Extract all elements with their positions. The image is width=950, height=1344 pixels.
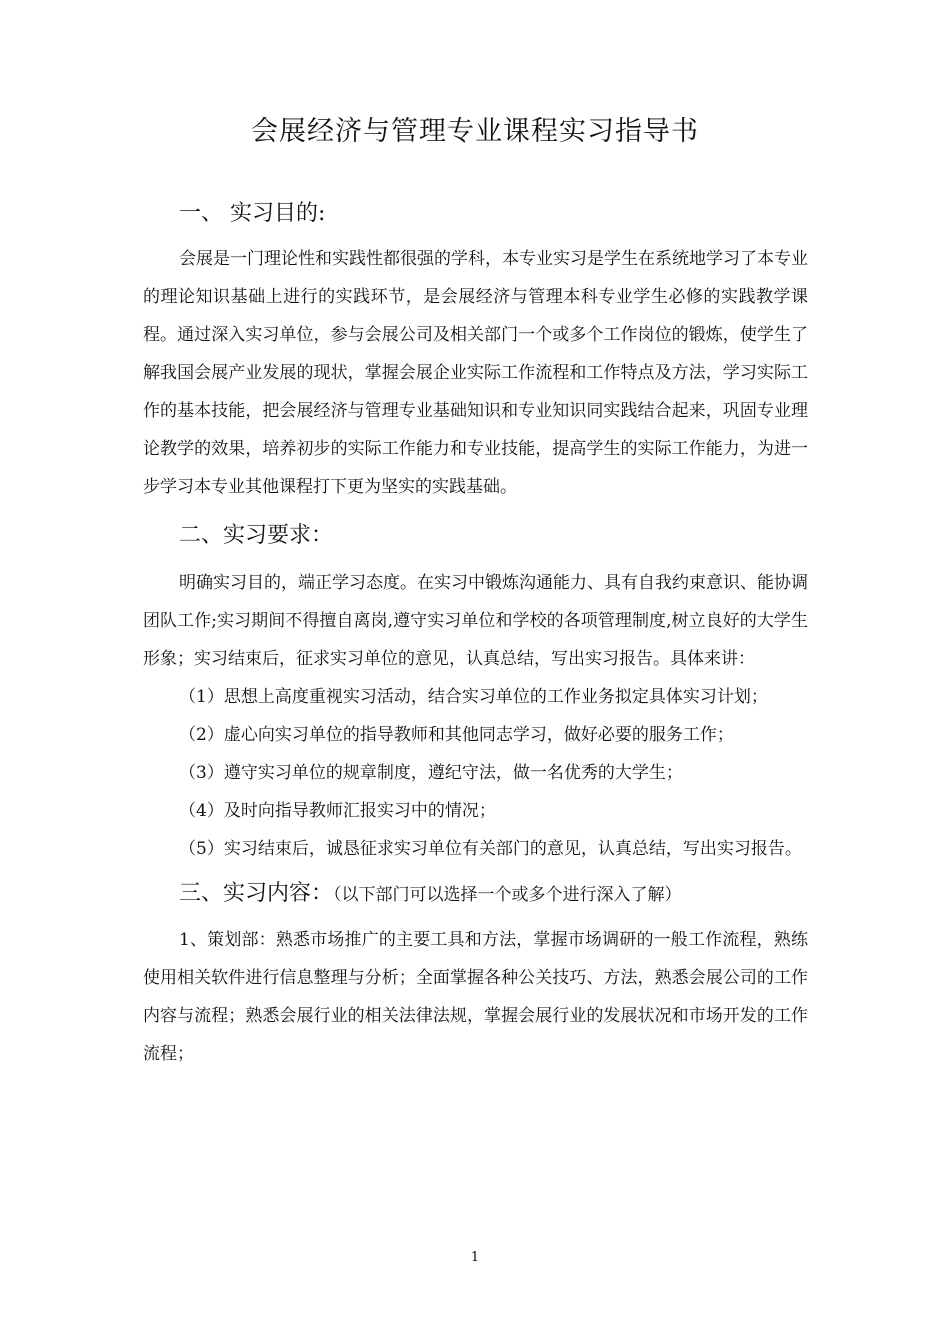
requirement-item: （4）及时向指导教师汇报实习中的情况； (179, 801, 496, 821)
purpose-paragraph: 会展是一门理论性和实践性都很强的学科，本专业实习是学生在系统地学习了本专业的理论知识基础上进行的实践环节，是会展经济与管理本科专业学生必修的实践教学课程。通过深入实习单位，参与会展公司及相关部门一个或多个工作岗位的锻炼，使学生了解我国会展产业发展的现状，掌握会展企业实际工作流程和工作特点及方法，学习实际工作的基本技能，把会展经济与管理专业基础知识和专业知识同实践结合起来，巩固专业理论教学的效果，培养初步的实际工作能力和专业技能，提高学生的实际工作能力，为进一步学习本专业其他课程打下更为坚实的实践基础。 (143, 249, 808, 497)
requirement-item: （1）思想上高度重视实习活动，结合实习单位的工作业务拟定具体实习计划； (179, 687, 768, 707)
document-body (143, 192, 808, 1073)
section-heading-content (143, 872, 808, 917)
section-heading-requirements: 二、实习要求： (179, 523, 334, 548)
content-item-planning: 1、策划部：熟悉市场推广的主要工具和方法，掌握市场调研的一般工作流程，熟练使用相关软件进行信息整理与分析；全面掌握各种公关技巧、方法，熟悉会展公司的工作内容与流程；熟悉会展行业的相关法律法规，掌握会展行业的发展状况和市场开发的工作流程； (143, 930, 808, 1064)
section-heading-content-label: 三、实习内容： (179, 881, 334, 906)
requirement-item: （5）实习结束后，诚恳征求实习单位有关部门的意见，认真总结，写出实习报告。 (179, 839, 802, 859)
section-heading-purpose: 一、 实习目的: (179, 201, 326, 226)
requirement-item: （2）虚心向实习单位的指导教师和其他同志学习，做好必要的服务工作； (179, 725, 734, 745)
requirements-paragraph: 明确实习目的，端正学习态度。在实习中锻炼沟通能力、具有自我约束意识、能协调团队工作;实习期间不得擅自离岗,遵守实习单位和学校的各项管理制度,树立良好的大学生形象；实习结束后，征求实习单位的意见，认真总结，写出实习报告。具体来讲： (143, 573, 808, 669)
requirement-item: （3）遵守实习单位的规章制度，遵纪守法，做一名优秀的大学生； (179, 763, 683, 783)
document-title: 会展经济与管理专业课程实习指导书 (251, 116, 699, 147)
section-heading-content-note: （以下部门可以选择一个或多个进行深入了解） (333, 885, 682, 905)
page-number: 1 (470, 1250, 480, 1265)
